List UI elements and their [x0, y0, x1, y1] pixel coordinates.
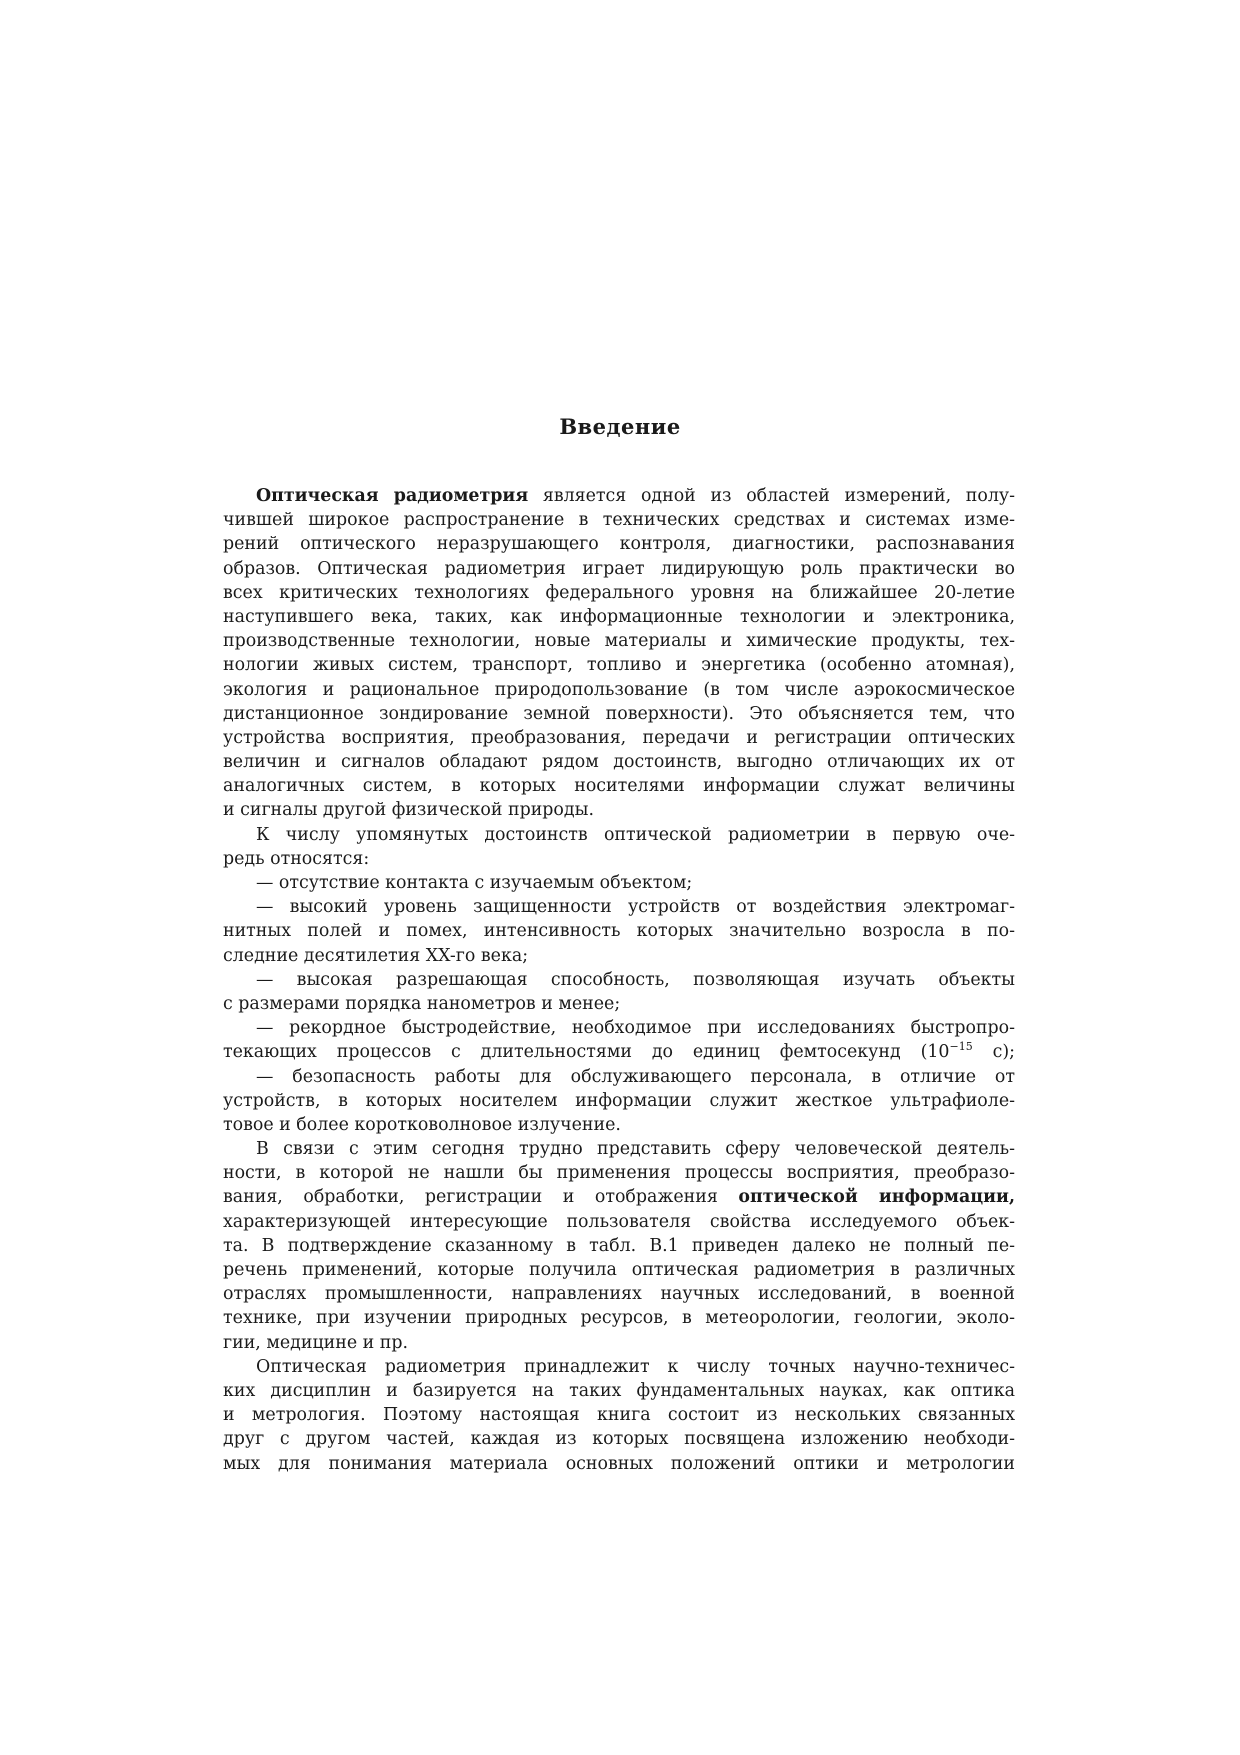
text-line — [223, 895, 1015, 919]
text-run: рений оптического неразрушающего контроля, диагностики, распознавания — [223, 534, 1015, 555]
page-title: Введение — [559, 414, 681, 439]
text-line — [223, 1355, 1015, 1379]
text-line — [223, 1452, 1015, 1476]
text-run: величин и сигналов обладают рядом достоинств, выгодно отличающих их от — [223, 752, 1015, 773]
text-run: — безопасность работы для обслуживающего персонала, в отличие от — [256, 1066, 1015, 1087]
text-line — [223, 1427, 1015, 1451]
text-run: экология и рациональное природопользование (в том числе аэрокосмическое — [223, 679, 1015, 700]
text-line — [223, 1185, 1015, 1209]
text-line — [223, 1040, 1015, 1064]
text-line — [223, 605, 1015, 629]
text-run: — отсутствие контакта с изучаемым объектом; — [256, 873, 693, 893]
text-line — [223, 968, 1015, 992]
text-run: — высокая разрешающая способность, позволяющая изучать объекты — [256, 969, 1015, 990]
text-run: К числу упомянутых достоинств оптической радиометрии в первую оче- — [256, 824, 1015, 845]
text-run: та. В подтверждение сказанному в табл. В.1 приведен далеко не полный пе- — [223, 1235, 1015, 1256]
text-run: вания, обработки, регистрации и отображения — [223, 1187, 739, 1208]
text-line — [223, 532, 1015, 556]
text-line — [223, 726, 1015, 750]
text-run: — высокий уровень защищенности устройств от воздействия электромаг- — [256, 897, 1015, 918]
text-line — [223, 871, 1015, 895]
text-line — [223, 702, 1015, 726]
text-line — [223, 653, 1015, 677]
body-text — [223, 484, 1015, 1476]
bold-term: Оптическая радиометрия — [256, 486, 529, 506]
text-line — [223, 1113, 1015, 1137]
text-run: Оптическая радиометрия принадлежит к числу точных научно-техничес- — [256, 1356, 1015, 1377]
text-line — [223, 1210, 1015, 1234]
text-run: с размерами порядка нанометров и менее; — [223, 993, 621, 1014]
text-line — [223, 1065, 1015, 1089]
text-line — [223, 508, 1015, 532]
text-run: гии, медицине и пр. — [223, 1332, 409, 1353]
text-run: нологии живых систем, транспорт, топливо и энергетика (особенно атомная), — [223, 655, 1015, 676]
text-line — [223, 823, 1015, 847]
text-line — [223, 1258, 1015, 1282]
text-run: производственные технологии, новые материалы и химические продукты, тех- — [223, 631, 1015, 652]
text-run: с); — [972, 1042, 1015, 1063]
text-run: и метрология. Поэтому настоящая книга состоит из нескольких связанных — [223, 1405, 1015, 1426]
text-run: устройства восприятия, преобразования, передачи и регистрации оптических — [223, 727, 1015, 748]
text-run: редь относятся: — [223, 848, 370, 869]
text-line — [223, 750, 1015, 774]
text-run: речень применений, которые получила оптическая радиометрия в различных — [223, 1260, 1015, 1280]
superscript: −15 — [949, 1040, 973, 1054]
text-run: текающих процессов с длительностями до единиц фемтосекунд (10 — [223, 1042, 950, 1063]
text-run: отраслях промышленности, направлениях научных исследований, в военной — [223, 1284, 1015, 1305]
text-line — [223, 1016, 1015, 1040]
bold-term: оптической информации, — [738, 1187, 1015, 1208]
text-line — [223, 1403, 1015, 1427]
text-line — [223, 847, 1015, 871]
text-run: характеризующей интересующие пользователя свойства исследуемого объек- — [223, 1211, 1015, 1232]
text-line — [223, 1161, 1015, 1185]
text-line — [223, 919, 1015, 943]
text-run: товое и более коротковолновое излучение. — [223, 1114, 621, 1135]
text-run: — рекордное быстродействие, необходимое при исследованиях быстропро- — [256, 1018, 1015, 1039]
text-line — [223, 944, 1015, 968]
text-run: и сигналы другой физической природы. — [223, 800, 594, 821]
text-run: В связи с этим сегодня трудно представить сферу человеческой деятель- — [256, 1139, 1015, 1160]
text-line — [223, 992, 1015, 1016]
text-line — [223, 581, 1015, 605]
text-run: наступившего века, таких, как информационные технологии и электроника, — [223, 606, 1015, 627]
text-line — [223, 1234, 1015, 1258]
text-line — [223, 798, 1015, 822]
text-run: чившей широкое распространение в технических средствах и системах изме- — [223, 510, 1015, 531]
text-run: аналогичных систем, в которых носителями информации служат величины — [223, 776, 1015, 797]
text-line — [223, 1331, 1015, 1355]
text-run: технике, при изучении природных ресурсов, в метеорологии, геологии, эколо- — [223, 1308, 1015, 1329]
text-line — [223, 1379, 1015, 1403]
text-run: ких дисциплин и базируется на таких фундаментальных науках, как оптика — [223, 1380, 1015, 1401]
text-line — [223, 557, 1015, 581]
text-run: следние десятилетия XX-го века; — [223, 945, 529, 966]
text-run: устройств, в которых носителем информации служит жесткое ультрафиоле- — [223, 1090, 1015, 1111]
text-line — [223, 1137, 1015, 1161]
text-run: дистанционное зондирование земной поверхности). Это объясняется тем, что — [223, 703, 1015, 724]
text-line — [223, 484, 1015, 508]
text-run: образов. Оптическая радиометрия играет лидирующую роль практически во — [223, 558, 1015, 579]
text-run: мых для понимания материала основных положений оптики и метрологии — [223, 1453, 1015, 1474]
text-run: нитных полей и помех, интенсивность которых значительно возросла в по- — [223, 921, 1015, 942]
text-run: всех критических технологиях федерального уровня на ближайшее 20-летие — [223, 582, 1015, 603]
text-run: ности, в которой не нашли бы применения процессы восприятия, преобразо- — [223, 1163, 1015, 1184]
text-line — [223, 1282, 1015, 1306]
text-line — [223, 774, 1015, 798]
text-line — [223, 1089, 1015, 1113]
text-run: является одной из областей измерений, полу- — [528, 486, 1015, 506]
text-run: друг с другом частей, каждая из которых посвящена изложению необходи- — [223, 1429, 1015, 1450]
text-line — [223, 629, 1015, 653]
text-line — [223, 1306, 1015, 1330]
text-line — [223, 678, 1015, 702]
